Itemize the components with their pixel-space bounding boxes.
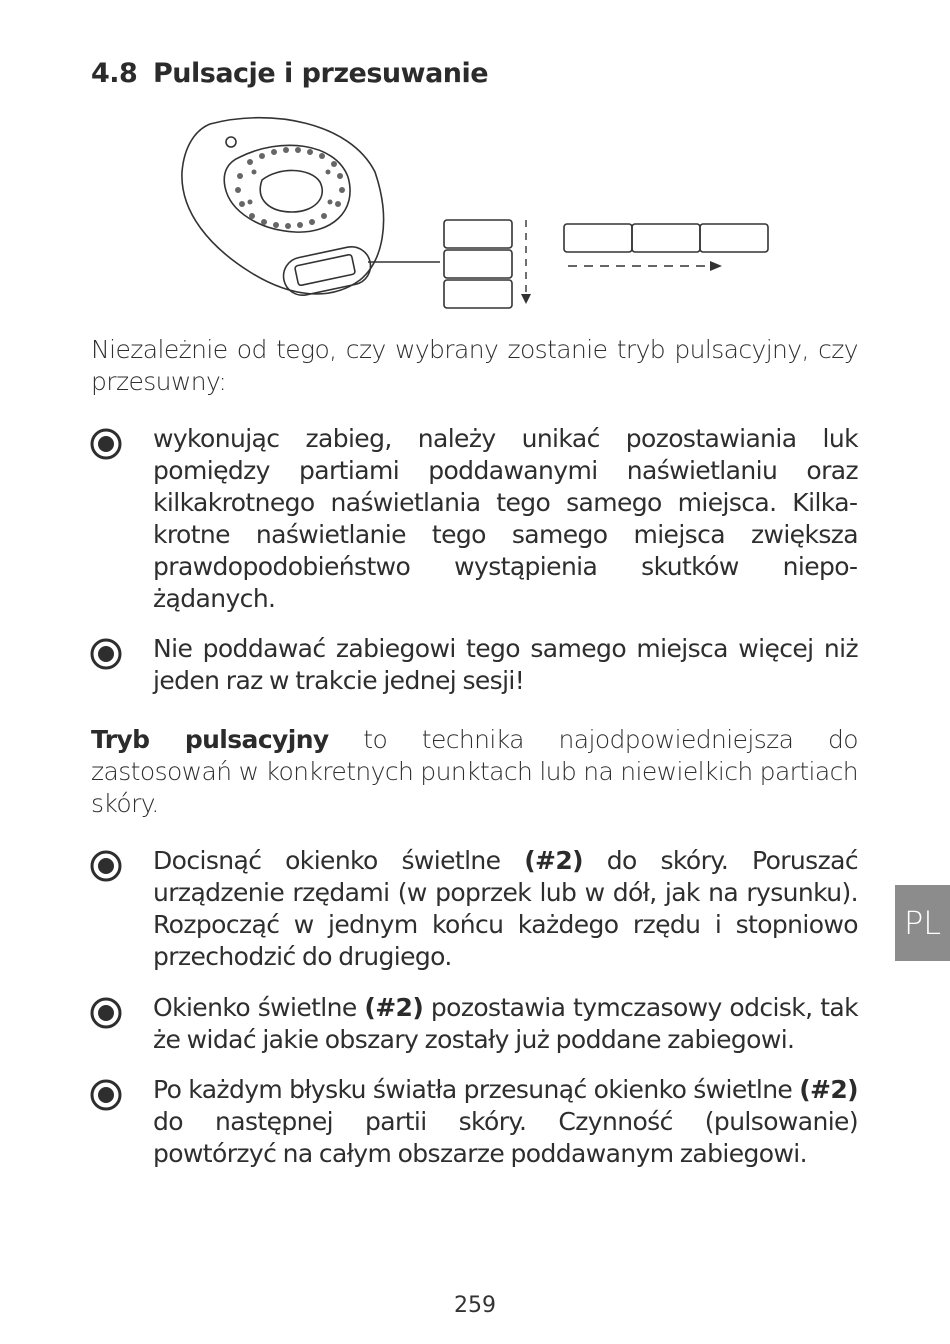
list-item-text: Nie poddawać zabiegowi tego samego miejsca więcej niż jeden raz w trakcie jednej sesji! (153, 634, 858, 695)
pulse-mode-paragraph (91, 724, 858, 820)
radio-bullet-icon (89, 1078, 123, 1112)
reference-label: (#2) (799, 1075, 858, 1104)
radio-bullet-icon (89, 996, 123, 1030)
radio-bullet-icon (89, 849, 123, 883)
radio-bullet-icon (89, 427, 123, 461)
language-tab: PL (895, 885, 950, 961)
list-item-text (153, 992, 858, 1056)
intro-paragraph: Niezależnie od tego, czy wybrany zostanie tryb pulsacyjny, czy przesuwny: (91, 335, 858, 396)
list-item-text: wykonując zabieg, należy unikać pozostawiania luk pomiędzy partiami poddawanymi naświetlaniu oraz kilkakrotnego naświetlania tego samego miejsca. Kilkakrotne naświetlanie tego samego miejsca zwiększa prawdopodobieństwo wystąpienia skutków niepożądanych. (153, 424, 858, 613)
epilator-device-icon (170, 112, 790, 320)
pulse-mode-description: to technika najodpowiedniejsza do zastosowań w konkretnych punktach lub na niewielkich partiach skóry. (91, 725, 858, 818)
reference-label: (#2) (524, 846, 584, 875)
text-segment: Po każdym błysku światła przesunąć okienko świetlne (153, 1075, 800, 1104)
text-segment: pozostawia tymczasowy odcisk, tak że widać jakie obszary zostały już poddane zabiegowi. (153, 993, 858, 1054)
list-item-text (153, 1074, 858, 1170)
text-segment: Okienko świetlne (153, 993, 365, 1022)
page-number: 259 (454, 1293, 496, 1318)
reference-label: (#2) (364, 993, 424, 1022)
text-segment: Docisnąć okienko świetlne (153, 846, 525, 875)
section-title: Pulsacje i przesuwanie (153, 58, 489, 89)
section-number: 4.8 (91, 58, 138, 89)
text-segment: do następnej partii skóry. Czynność (pulsowanie) powtórzyć na całym obszarze poddawanym zabiegowi. (153, 1107, 858, 1168)
list-item-text (153, 845, 858, 973)
section-heading (91, 58, 488, 89)
pulse-mode-term: Tryb pulsacyjny (91, 725, 329, 754)
radio-bullet-icon (89, 637, 123, 671)
text-segment: do skóry. Poruszać urządzenie rzędami (w poprzek lub w dół, jak na rysunku). Rozpocząć w jednym końcu każdego rzędu i stopniowo przechodzić do drugiego. (153, 846, 858, 971)
